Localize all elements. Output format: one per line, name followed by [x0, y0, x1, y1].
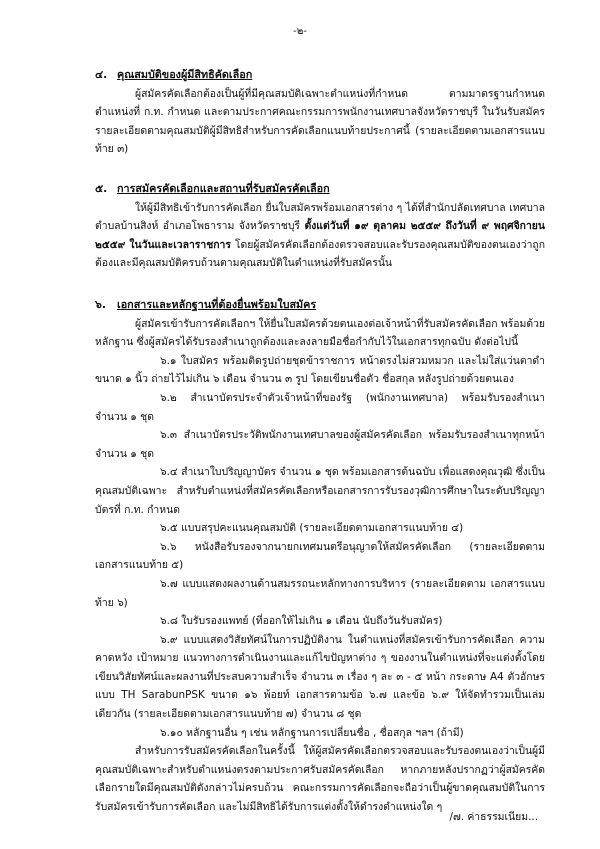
- page-number: -๒-: [293, 26, 307, 37]
- section-6-number: ๖.: [95, 298, 106, 311]
- section-6-intro: ผู้สมัครเข้ารับการคัดเลือกฯ ให้ยื่นใบสมัครด้วยตนเองต่อเจ้าหน้าที่รับสมัครคัดเลือก พร้อมด้วยหลักฐาน ซึ่งผู้สมัครได้รับรองสำเนาถูกต้องและลงลายมือชื่อกำกับไว้ในเอกสารทุกฉบับ ดังต่อไปนี้: [95, 317, 546, 349]
- document-item-6-8: ๖.๘ ใบรับรองแพทย์ (ที่ออกให้ไม่เกิน ๑ เดือน นับถึงวันรับสมัคร): [160, 615, 443, 628]
- section-6-title: เอกสารและหลักฐานที่ต้องยื่นพร้อมใบสมัคร: [117, 298, 317, 311]
- section-4: [95, 66, 545, 159]
- section-5: [95, 180, 545, 273]
- section-6-closing: สำหรับการรับสมัครคัดเลือกในครั้งนี้ ให้ผู้สมัครคัดเลือกตรวจสอบและรับรองตนเองว่าเป็นผู้มีคุณสมบัติเฉพาะสำหรับตำแหน่งตรงตามประกาศรับสมัครคัดเลือก หากภายหลังปรากฏว่าผู้สมัครคัดเลือกรายใดมีคุณสมบัติดังกล่าวไม่ครบถ้วน คณะกรรมการคัดเลือกจะถือว่าเป็นผู้ขาดคุณสมบัติในการรับสมัครเข้ารับการคัดเลือก และไม่มีสิทธิได้รับการแต่งตั้งให้ดำรงตำแหน่งใด ๆ: [95, 745, 545, 814]
- document-item-6-4: ๖.๔ สำเนาใบปริญญาบัตร จำนวน ๑ ชุด พร้อมเอกสารต้นฉบับ เพื่อแสดงคุณวุฒิ ซึ่งเป็นคุณสมบัติเฉพาะ สำหรับตำแหน่งที่สมัครคัดเลือกหรือเอกสารการรับรองวุฒิการศึกษาในระดับปริญญาบัตรที่ ก.ท. กำหนด: [95, 466, 545, 516]
- section-4-heading: [95, 66, 545, 85]
- section-4-title: คุณสมบัติของผู้มีสิทธิคัดเลือก: [117, 68, 253, 81]
- section-6: [95, 296, 545, 817]
- section-5-heading: [95, 180, 545, 199]
- section-4-number: ๔.: [95, 68, 108, 81]
- section-4-body: ผู้สมัครคัดเลือกต้องเป็นผู้ที่มีคุณสมบัติเฉพาะตำแหน่งที่กำหนด ตามมาตรฐานกำหนดตำแหน่งที่ ก.ท. กำหนด และตามประกาศคณะกรรมการพนักงานเทศบาลจังหวัดราชบุรี ในวันรับสมัคร รายละเอียดตามคุณสมบัติผู้มีสิทธิสำหรับการคัดเลือกแนบท้ายประกาศนี้ (รายละเอียดตามเอกสารแนบท้าย ๓): [95, 87, 545, 156]
- document-item-6-6: ๖.๖ หนังสือรับรองจากนายกเทศมนตรีอนุญาตให้สมัครคัดเลือก (รายละเอียดตาม เอกสารแนบท้าย ๕): [95, 540, 545, 572]
- document-item-6-3: ๖.๓ สำเนาบัตรประวัติพนักงานเทศบาลของผู้สมัครคัดเลือก พร้อมรับรองสำเนาทุกหน้า จำนวน ๑ ชุด: [95, 429, 545, 460]
- document-item-6-9: ๖.๙ แบบแสดงวิสัยทัศน์ในการปฏิบัติงาน ในตำแหน่งที่สมัครเข้ารับการคัดเลือก ความคาดหวัง เป้าหมาย แนวทางการดำเนินงานและแก้ไขปัญหาต่าง ๆ ของงานในตำแหน่งที่จะแต่งตั้งโดยเขียนวิสัยทัศน์และผลงานที่ประสบความสำเร็จ จำนวน ๓ เรื่อง ๆ ละ ๓ - ๕ หน้า กระดาษ A4 ตัวอักษรแบบ TH SarabunPSK ขนาด ๑๖ พ้อยท์ เอกสารตามข้อ ๖.๗ และข้อ ๖.๙ ให้จัดทำรวมเป็นเล่มเดียวกัน (รายละเอียดตามเอกสารแนบท้าย ๗) จำนวน ๘ ชุด: [95, 633, 545, 721]
- document-item-6-1: ๖.๑ ใบสมัคร พร้อมติดรูปถ่ายชุดข้าราชการ หน้าตรงไม่สวมหมวก และไม่ใส่แว่นตาดำ ขนาด ๑ นิ้ว ถ่ายไว้ไม่เกิน ๖ เดือน จำนวน ๓ รูป โดยเขียนชื่อตัว ชื่อสกุล หลังรูปถ่ายด้วยตนเอง: [95, 354, 545, 386]
- section-5-body-part1: ให้ผู้มีสิทธิเข้ารับการคัดเลือก ยื่นใบสมัครพร้อมเอกสารต่าง ๆ ได้ที่สำนักปลัดเทศบาล เทศบาลตำบลบ้านสิงห์ อำเภอโพธาราม จังหวัดราชบุรี: [95, 201, 545, 233]
- section-5-body-part2: โดยผู้สมัครคัดเลือกต้องตรวจสอบและรับรองคุณสมบัติของตนเองว่าถูกต้องและมีคุณสมบัติครบถ้วนตามคุณสมบัติในตำแหน่งที่รับสมัครนั้น: [95, 238, 545, 270]
- section-5-title: การสมัครคัดเลือกและสถานที่รับสมัครคัดเลือก: [117, 182, 330, 195]
- next-page-continuation: /๗. ค่าธรรมเนียม...: [449, 811, 538, 823]
- section-5-application-dates: ตั้งแต่วันที่ ๑๙ ตุลาคม ๒๕๕๙ ถึงวันที่ ๙ พฤศจิกายน ๒๕๕๙ ในวันและเวลาราชการ: [95, 220, 546, 251]
- section-5-body: [95, 199, 545, 273]
- document-item-6-7: ๖.๗ แบบแสดงผลงานด้านสมรรถนะหลักทางการบริหาร (รายละเอียดตาม เอกสารแนบท้าย ๖): [95, 577, 545, 609]
- document-item-6-5: ๖.๕ แบบสรุปคะแนนคุณสมบัติ (รายละเอียดตามเอกสารแนบท้าย ๔): [160, 522, 464, 535]
- document-item-6-2: ๖.๒ สำเนาบัตรประจำตัวเจ้าหน้าที่ของรัฐ (พนักงานเทศบาล) พร้อมรับรองสำเนา จำนวน ๑ ชุด: [95, 391, 545, 423]
- document-item-6-10: ๖.๑๐ หลักฐานอื่น ๆ เช่น หลักฐานการเปลี่ยนชื่อ , ชื่อสกุล ฯลฯ (ถ้ามี): [160, 726, 464, 739]
- section-5-number: ๕.: [95, 182, 108, 195]
- section-6-heading: [95, 296, 545, 315]
